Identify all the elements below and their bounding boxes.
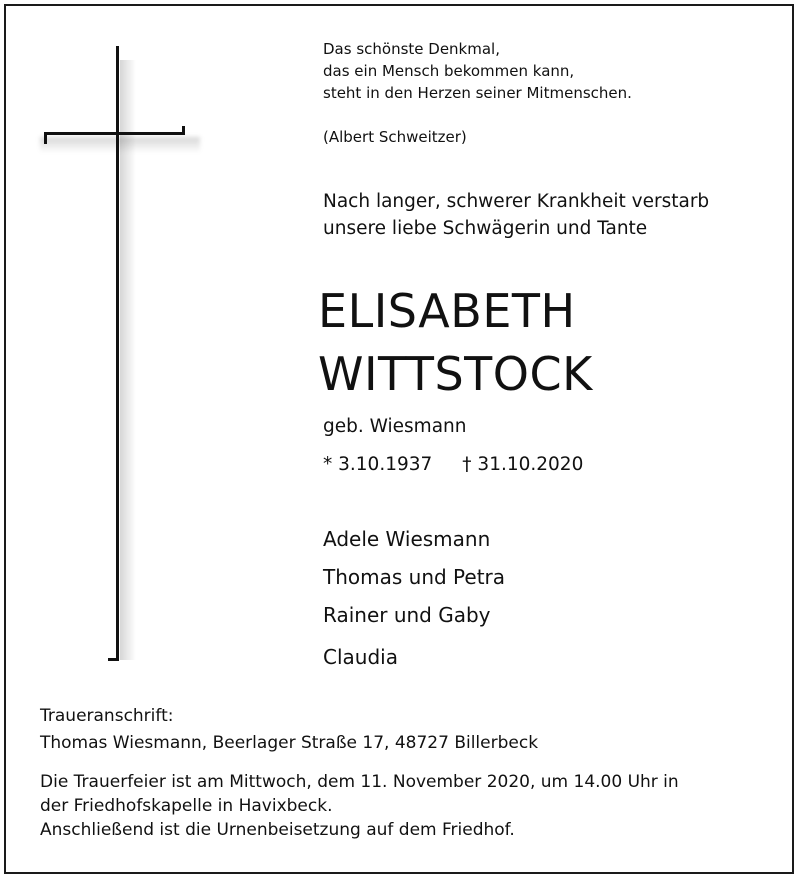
quote-author: (Albert Schweitzer) <box>323 128 467 146</box>
quote-line: das ein Mensch bekommen kann, <box>323 62 575 80</box>
quote-line: Das schönste Denkmal, <box>323 40 500 58</box>
family-member: Claudia <box>323 645 398 669</box>
quote-line: steht in den Herzen seiner Mitmenschen. <box>323 84 632 102</box>
family-member: Rainer und Gaby <box>323 603 491 627</box>
ceremony-line: der Friedhofskapelle in Havixbeck. <box>40 796 333 816</box>
deceased-last-name: WITTSTOCK <box>318 347 593 401</box>
quote <box>323 38 632 104</box>
intro-line: unsere liebe Schwägerin und Tante <box>323 218 648 239</box>
birth-date: * 3.10.1937 <box>323 454 433 475</box>
address-label: Traueranschrift: <box>40 706 174 726</box>
life-dates <box>323 454 583 475</box>
address: Thomas Wiesmann, Beerlager Straße 17, 48727 Billerbeck <box>40 733 539 753</box>
maiden-name: geb. Wiesmann <box>323 416 467 437</box>
intro-text <box>323 188 709 242</box>
family-member: Thomas und Petra <box>323 565 506 589</box>
ceremony-info <box>40 770 679 842</box>
ceremony-line: Die Trauerfeier ist am Mittwoch, dem 11. November 2020, um 14.00 Uhr in <box>40 772 679 792</box>
intro-line: Nach langer, schwerer Krankheit verstarb <box>323 191 710 212</box>
family-member: Adele Wiesmann <box>323 527 491 551</box>
death-date: † 31.10.2020 <box>462 454 584 475</box>
ceremony-line: Anschließend ist die Urnenbeisetzung auf dem Friedhof. <box>40 820 515 840</box>
deceased-first-name: ELISABETH <box>318 284 576 338</box>
